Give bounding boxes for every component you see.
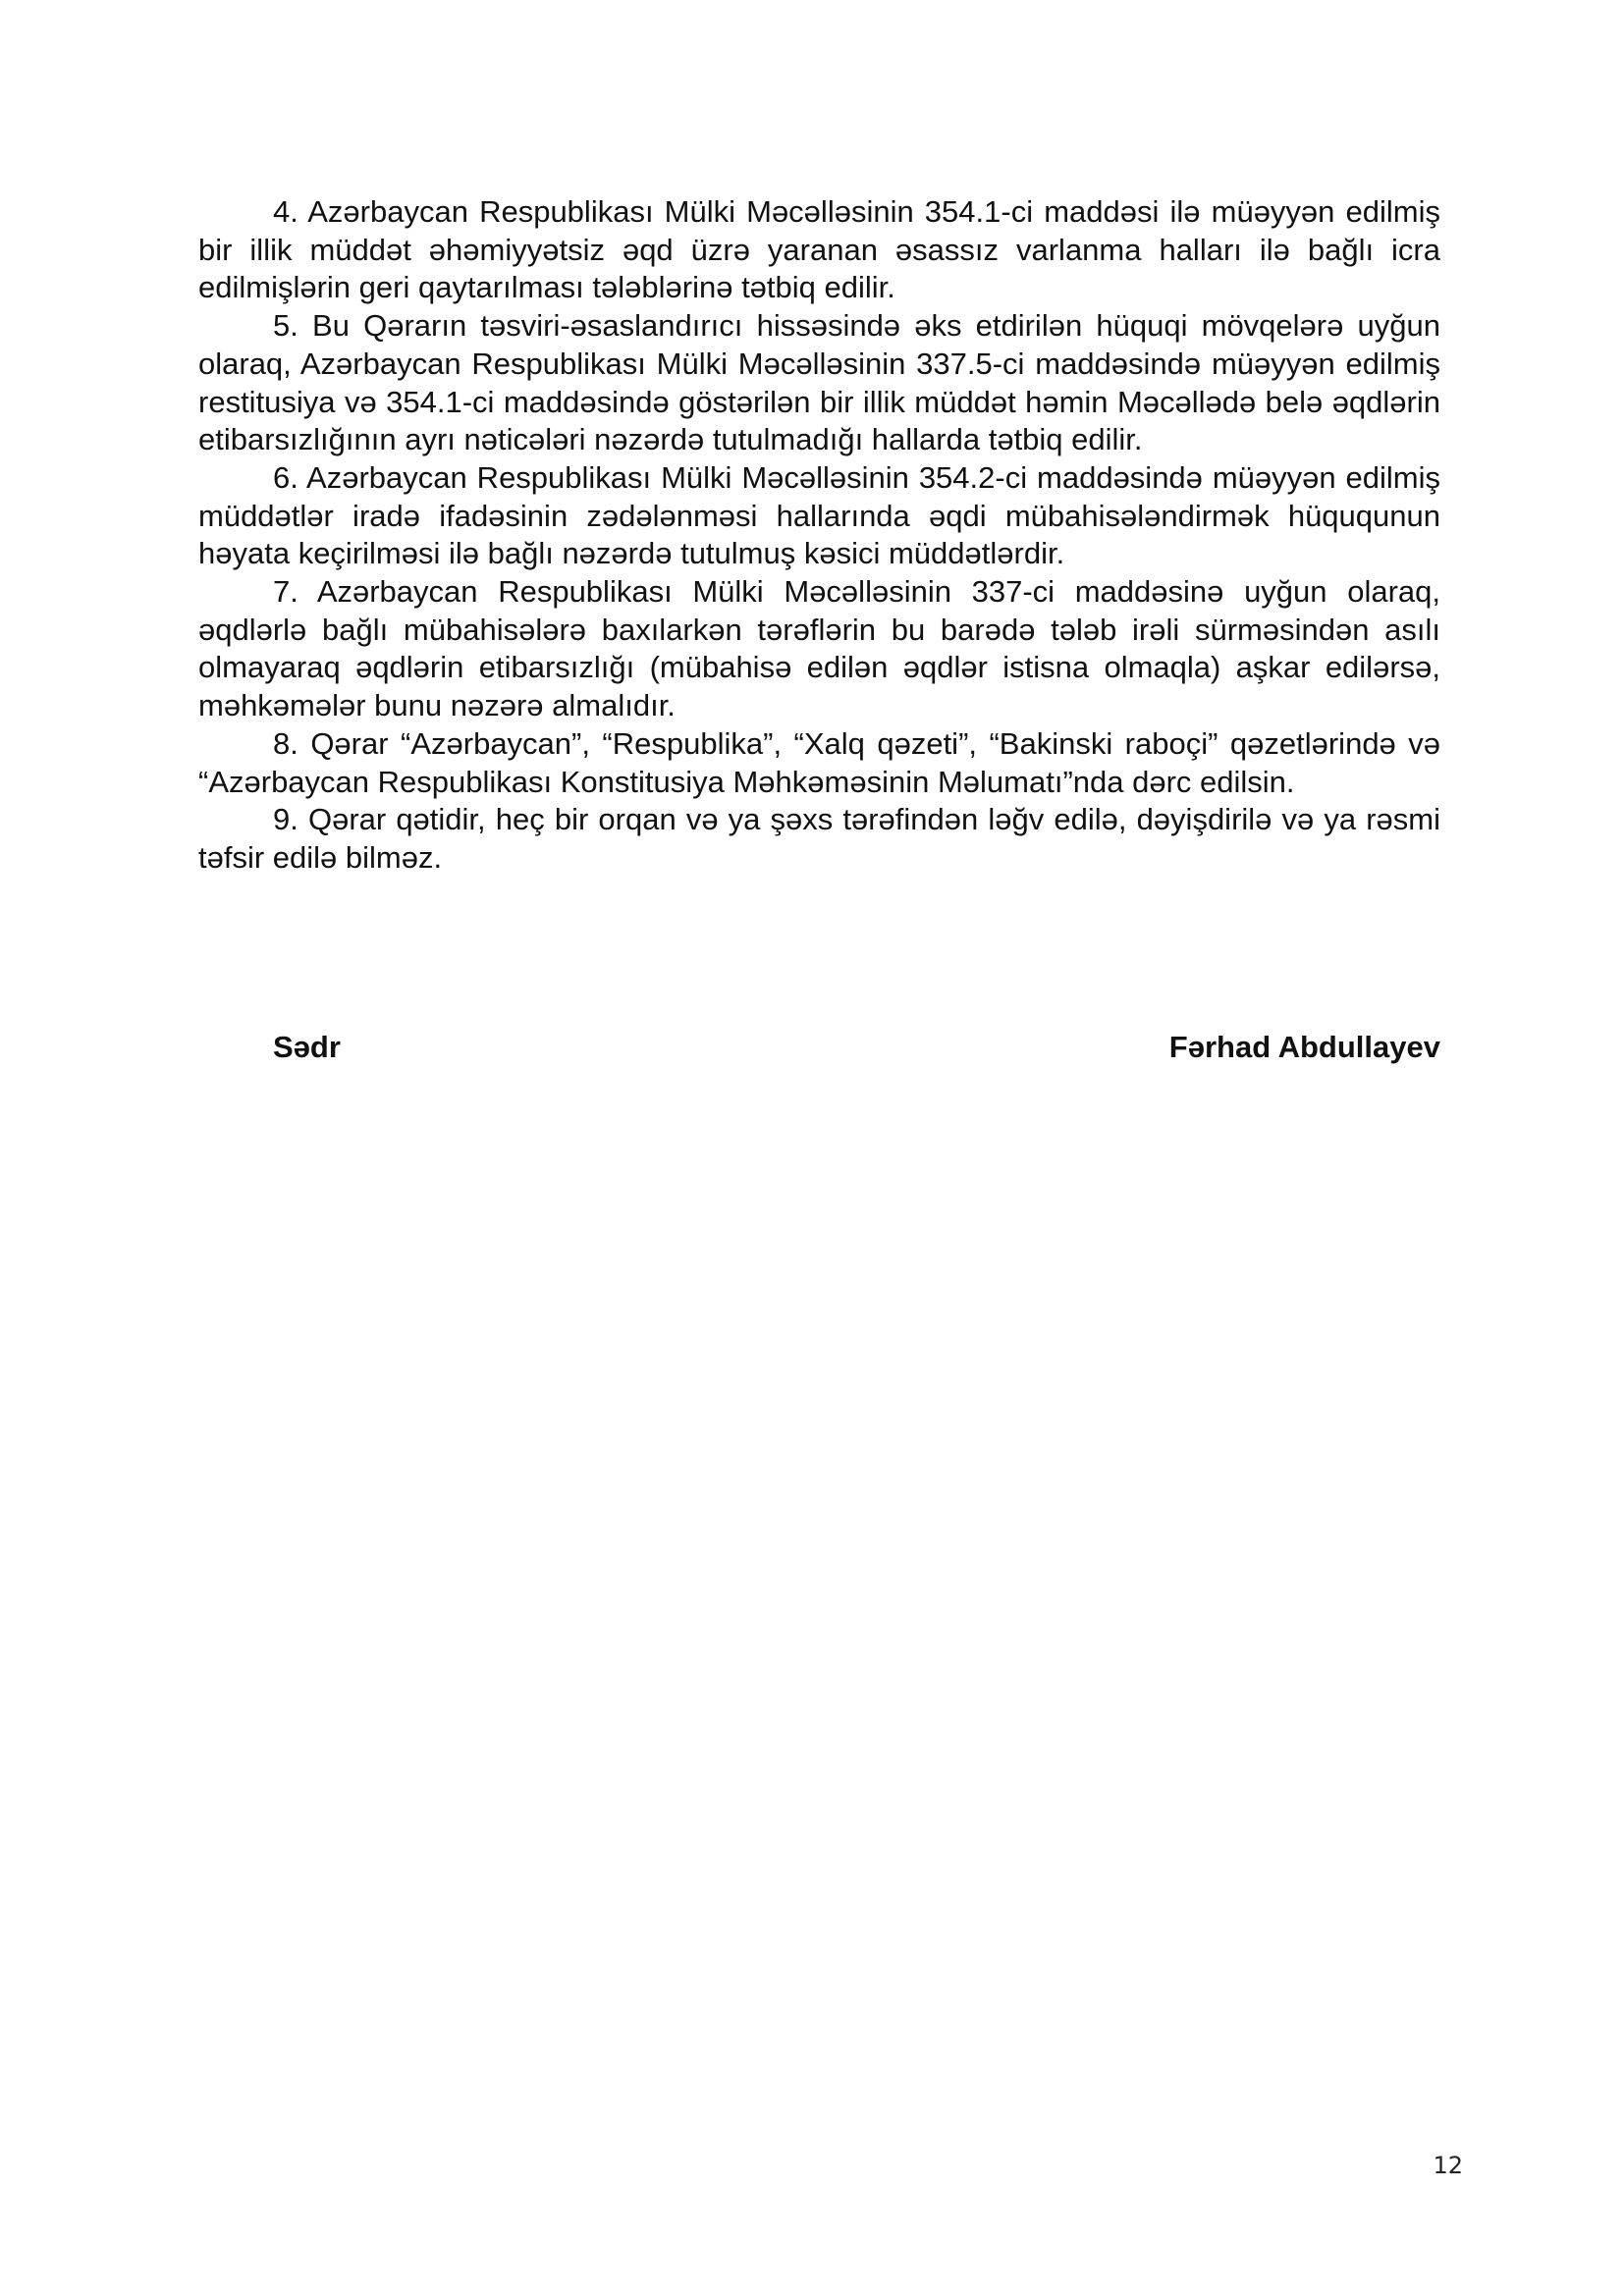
paragraph-7: 7. Azərbaycan Respublikası Mülki Məcəlləsinin 337-ci maddəsinə uyğun olaraq, əqdlərlə bağlı mübahisələrə baxılarkən tərəflərin bu barədə tələb irəli sürməsindən asılı olmayaraq əqdlərin etibarsızlığı (mübahisə edilən əqdlər istisna olmaqla) aşkar edilərsə, məhkəmələr bunu nəzərə almalıdır.: [198, 574, 1440, 723]
paragraph-5: 5. Bu Qərarın təsviri-əsaslandırıcı hissəsində əks etdirilən hüquqi mövqelərə uyğun olaraq, Azərbaycan Respublikası Mülki Məcəlləsinin 337.5-ci maddəsində müəyyən edilmiş restitusiya və 354.1-ci maddəsində göstərilən bir illik müddət həmin Məcəllədə belə əqdlərin etibarsızlığının ayrı nəticələri nəzərdə tutulmadığı hallarda tətbiq edilir.: [198, 308, 1440, 457]
paragraph-6: 6. Azərbaycan Respublikası Mülki Məcəlləsinin 354.2-ci maddəsində müəyyən edilmiş müddətlər iradə ifadəsinin zədələnməsi hallarında əqdi mübahisələndirmək hüququnun həyata keçirilməsi ilə bağlı nəzərdə tutulmuş kəsici müddətlərdir.: [198, 459, 1440, 571]
signatory-title: Sədr: [273, 1030, 341, 1064]
paragraph-9: 9. Qərar qətidir, heç bir orqan və ya şəxs tərəfindən ləğv edilə, dəyişdirilə və ya rəsmi təfsir edilə bilməz.: [198, 802, 1440, 875]
paragraph-4: 4. Azərbaycan Respublikası Mülki Məcəlləsinin 354.1-ci maddəsi ilə müəyyən edilmiş bir illik müddət əhəmiyyətsiz əqd üzrə yaranan əsassız varlanma halları ilə bağlı icra edilmişlərin geri qaytarılması tələblərinə tətbiq edilir.: [198, 194, 1440, 305]
decision-body: [198, 193, 1440, 878]
signatory-name: Fərhad Abdullayev: [1168, 1030, 1440, 1064]
signature-block: [198, 1030, 1440, 1073]
paragraph-8: 8. Qərar “Azərbaycan”, “Respublika”, “Xalq qəzeti”, “Bakinski raboçi” qəzetlərində və “Azərbaycan Respublikası Konstitusiya Məhkəməsinin Məlumatı”nda dərc edilsin.: [198, 725, 1440, 799]
page-number: 12: [1433, 2152, 1463, 2179]
